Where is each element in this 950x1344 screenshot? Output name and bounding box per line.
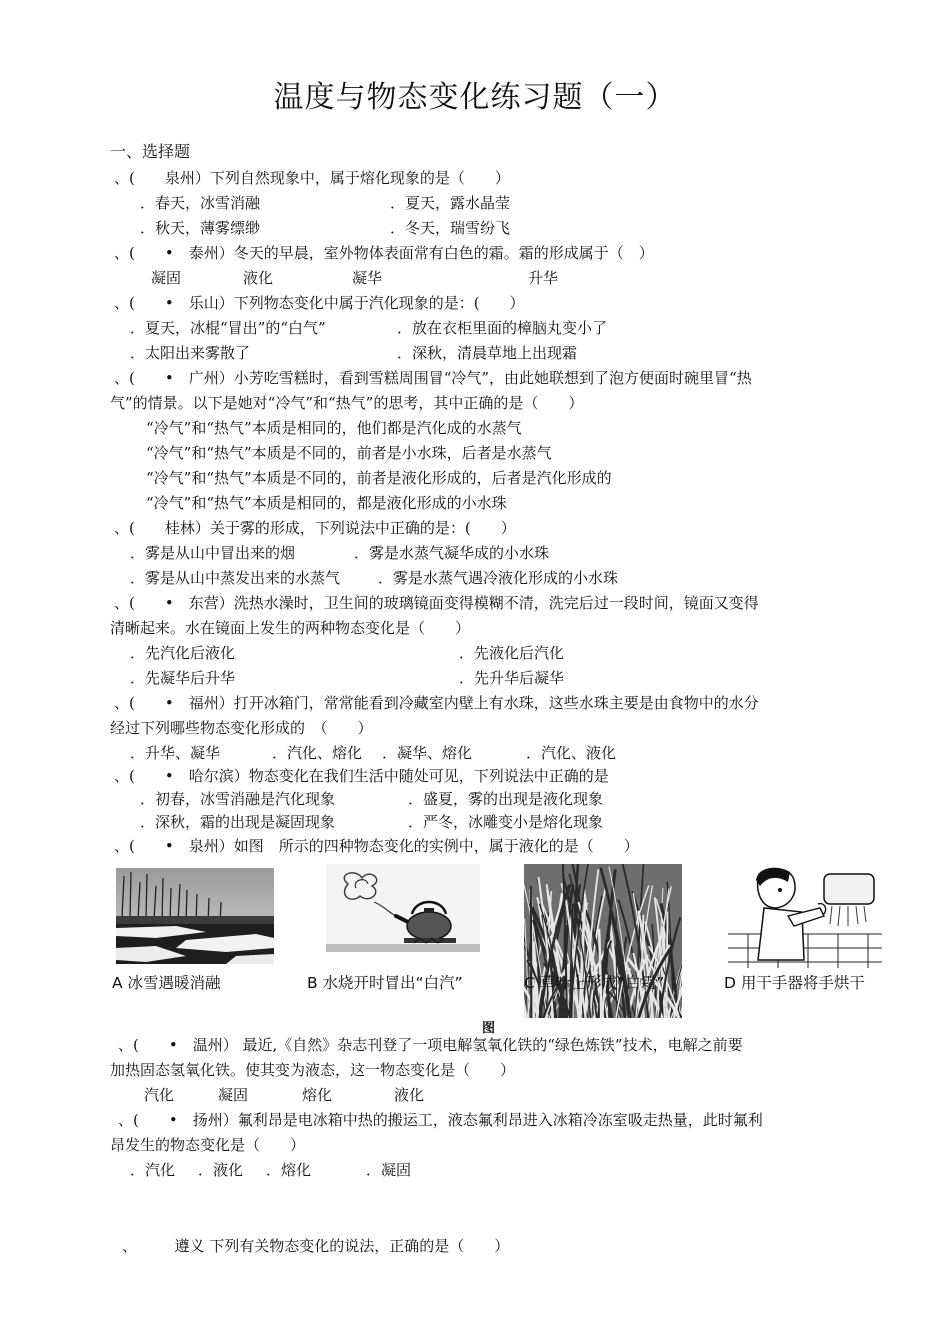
q8-option-d: ．严冬，冰雕变小是熔化现象 <box>408 813 604 831</box>
caption-a: A 冰雪遇暖消融 <box>112 974 221 992</box>
q2-option-c: 凝华 <box>352 269 383 287</box>
q11-option-a: ．汽化 <box>130 1161 176 1179</box>
q2-option-b: 液化 <box>243 269 274 287</box>
caption-c: C 草叶上形成“白霜” <box>524 974 665 992</box>
q6-option-d: ．先升华后凝华 <box>459 669 565 687</box>
q7-option-b: ．汽化、熔化 <box>272 744 363 762</box>
hand-dryer-illustration <box>728 864 882 968</box>
q1-option-c: ．秋天，薄雾缥缈 <box>140 219 261 237</box>
q5-option-c: ．雾是从山中蒸发出来的水蒸气 <box>130 569 341 587</box>
page-title: 温度与物态变化练习题（一） <box>273 80 677 115</box>
q8-option-b: ．盛夏，雾的出现是液化现象 <box>408 790 604 808</box>
q4-option-c: “冷气”和“热气”本质是不同的，前者是液化形成的，后者是汽化形成的 <box>146 469 612 487</box>
q8-option-c: ．深秋，霜的出现是凝固现象 <box>140 813 336 831</box>
caption-d: D 用干手器将手烘干 <box>724 974 865 992</box>
question-2-stem: 、( • 泰州）冬天的早晨，室外物体表面常有白色的霜。霜的形成属于（ ） <box>114 244 654 262</box>
question-6-stem-line1: 、( • 东营）洗热水澡时，卫生间的玻璃镜面变得模糊不清，洗完后过一段时间，镜面又变得 <box>114 594 759 612</box>
q5-option-a: ．雾是从山中冒出来的烟 <box>130 544 296 562</box>
q7-option-c: ．凝华、熔化 <box>382 744 473 762</box>
question-3-stem: 、( • 乐山）下列物态变化中属于汽化现象的是：( ） <box>114 294 525 312</box>
q10-option-d: 液化 <box>394 1086 425 1104</box>
q3-option-c: ．太阳出来雾散了 <box>130 344 251 362</box>
q3-option-b: ．放在衣柜里面的樟脑丸变小了 <box>397 319 608 337</box>
question-11-stem-line1: 、( • 扬州）氟利昂是电冰箱中热的搬运工，液态氟利昂进入冰箱冷冻室吸走热量，此时氟利 <box>118 1111 763 1129</box>
q1-option-d: ．冬天，瑞雪纷飞 <box>390 219 511 237</box>
frost-grass-photo <box>524 864 682 1018</box>
q3-option-a: ．夏天，冰棍“冒出”的“白气” <box>130 319 326 337</box>
question-11-stem-line2: 昂发生的物态变化是（ ） <box>110 1136 306 1154</box>
q10-option-b: 凝固 <box>218 1086 249 1104</box>
figure-label: 图 <box>482 1021 496 1036</box>
q7-option-a: ．升华、凝华 <box>130 744 221 762</box>
q10-option-a: 汽化 <box>144 1086 175 1104</box>
q10-option-c: 熔化 <box>302 1086 333 1104</box>
question-10-stem-line1: 、( • 温州） 最近,《自然》杂志刊登了一项电解氢氧化铁的“绿色炼铁”技术，电解之前要 <box>118 1036 743 1054</box>
q1-option-a: ．春天，冰雪消融 <box>140 194 261 212</box>
q11-option-d: ．凝固 <box>366 1161 412 1179</box>
q8-option-a: ．初春，冰雪消融是汽化现象 <box>140 790 336 808</box>
question-10-stem-line2: 加热固态氢氧化铁。使其变为液态，这一物态变化是（ ） <box>110 1061 516 1079</box>
q4-option-d: “冷气”和“热气”本质是相同的，都是液化形成的小水珠 <box>146 494 507 512</box>
q2-option-d: 升华 <box>528 269 559 287</box>
q3-option-d: ．深秋，清晨草地上出现霜 <box>397 344 578 362</box>
question-12-stem: 、 遵义 下列有关物态变化的说法，正确的是（ ） <box>122 1237 510 1255</box>
q4-option-a: “冷气”和“热气”本质是相同的，他们都是汽化成的水蒸气 <box>146 419 522 437</box>
q11-option-b: ．液化 <box>198 1161 244 1179</box>
question-9-stem: 、( • 泉州）如图 所示的四种物态变化的实例中，属于液化的是（ ） <box>114 837 639 855</box>
q11-option-c: ．熔化 <box>266 1161 312 1179</box>
section-heading: 一、选择题 <box>110 142 191 161</box>
question-1-stem: 、( 泉州）下列自然现象中，属于熔化现象的是（ ） <box>114 169 510 187</box>
q1-option-b: ．夏天，露水晶莹 <box>390 194 511 212</box>
question-4-stem-line1: 、( • 广州）小芳吃雪糕时，看到雪糕周围冒“冷气”，由此她联想到了泡方便面时碗里冒“热 <box>114 369 752 387</box>
snow-melting-photo <box>116 868 274 964</box>
q7-option-d: ．汽化、液化 <box>526 744 617 762</box>
question-7-stem-line2: 经过下列哪些物态变化形成的 （ ） <box>110 719 373 737</box>
q2-option-a: 凝固 <box>151 269 182 287</box>
question-6-stem-line2: 清晰起来。水在镜面上发生的两种物态变化是（ ） <box>110 619 471 637</box>
q6-option-a: ．先汽化后液化 <box>130 644 236 662</box>
q6-option-c: ．先凝华后升华 <box>130 669 236 687</box>
q5-option-b: ．雾是水蒸气凝华成的小水珠 <box>354 544 550 562</box>
boiling-kettle-illustration <box>326 864 480 952</box>
q6-option-b: ．先液化后汽化 <box>459 644 565 662</box>
question-4-stem-line2: 气”的情景。以下是她对“冷气”和“热气”的思考，其中正确的是（ ） <box>110 394 584 412</box>
q4-option-b: “冷气”和“热气”本质是不同的，前者是小水珠，后者是水蒸气 <box>146 444 552 462</box>
question-5-stem: 、( 桂林）关于雾的形成，下列说法中正确的是：( ） <box>114 519 516 537</box>
caption-b: B 水烧开时冒出“白汽” <box>307 974 463 992</box>
q5-option-d: ．雾是水蒸气遇冷液化形成的小水珠 <box>378 569 619 587</box>
question-8-stem: 、( • 哈尔滨）物态变化在我们生活中随处可见，下列说法中正确的是 <box>114 767 609 785</box>
question-7-stem-line1: 、( • 福州）打开冰箱门，常常能看到冷藏室内壁上有水珠，这些水珠主要是由食物中的水分 <box>114 694 759 712</box>
